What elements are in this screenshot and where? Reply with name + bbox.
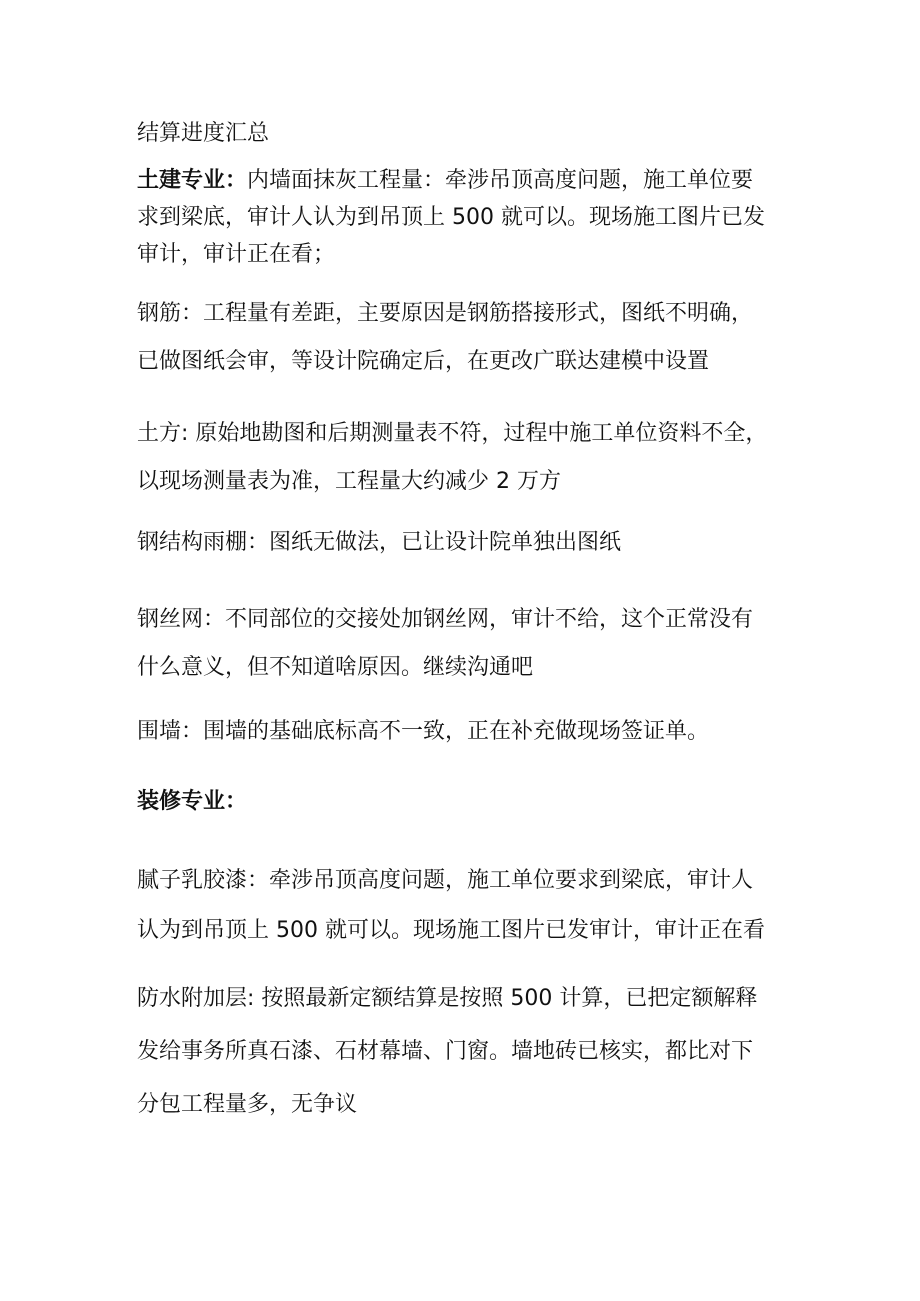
earthwork-line-2: 以现场测量表为准，工程量大约减少 2 万方	[137, 469, 561, 494]
wire-mesh-line-1: 钢丝网：不同部位的交接处加钢丝网，审计不给，这个正常没有	[137, 607, 754, 632]
enclosure-wall-line-1: 围墙：围墙的基础底标高不一致，正在补充做现场签证单。	[137, 719, 710, 744]
canopy-section	[137, 525, 797, 561]
civil-line-1	[137, 162, 797, 199]
civil-text-1: 内墙面抹灰工程量：牵涉吊顶高度问题，施工单位要	[247, 168, 754, 193]
putty-line-2: 认为到吊顶上 500 就可以。现场施工图片已发审计，审计正在看	[137, 918, 765, 943]
waterproof-line-1: 防水附加层: 按照最新定额结算是按照 500 计算，已把定额解释	[137, 986, 758, 1011]
civil-line-3: 审计，审计正在看；	[137, 242, 336, 267]
enclosure-wall-section	[137, 714, 797, 750]
earthwork-section	[137, 410, 797, 506]
waterproof-section	[137, 972, 797, 1131]
civil-section	[137, 162, 797, 273]
waterproof-line-2: 发给事务所真石漆、石材幕墙、门窗。墙地砖已核实，都比对下	[137, 1039, 754, 1064]
document-title: 结算进度汇总	[137, 121, 270, 146]
putty-line-1: 腻子乳胶漆：牵涉吊顶高度问题，施工单位要求到梁底，审计人	[137, 868, 754, 893]
putty-section	[137, 856, 797, 956]
rebar-section	[137, 290, 797, 386]
decoration-section	[137, 784, 797, 820]
canopy-line-1: 钢结构雨棚：图纸无做法，已让设计院单独出图纸	[137, 530, 622, 555]
earthwork-line-1: 土方: 原始地勘图和后期测量表不符，过程中施工单位资料不全，	[137, 421, 768, 446]
waterproof-line-3: 分包工程量多，无争议	[137, 1092, 358, 1117]
civil-line-2: 求到梁底，审计人认为到吊顶上 500 就可以。现场施工图片已发	[137, 205, 765, 230]
wire-mesh-section	[137, 596, 797, 692]
rebar-line-1: 钢筋：工程量有差距，主要原因是钢筋搭接形式，图纸不明确，	[137, 301, 754, 326]
rebar-line-2: 已做图纸会审，等设计院确定后，在更改广联达建模中设置	[137, 349, 710, 374]
wire-mesh-line-2: 什么意义，但不知道啥原因。继续沟通吧	[137, 655, 534, 680]
civil-heading: 土建专业：	[137, 168, 248, 193]
decoration-heading: 装修专业：	[137, 789, 248, 814]
